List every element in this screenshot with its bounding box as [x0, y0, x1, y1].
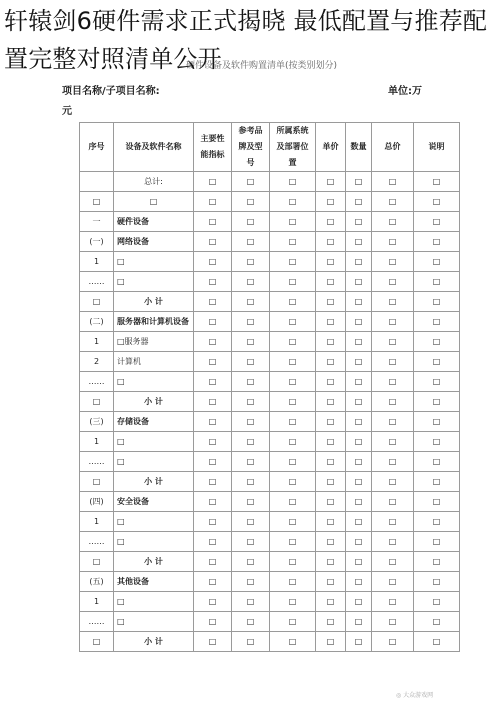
item-name: 其他设备 [114, 572, 194, 592]
empty-cell: □ [232, 592, 270, 612]
empty-cell: □ [270, 392, 316, 412]
empty-cell: □ [270, 572, 316, 592]
empty-cell: □ [372, 292, 414, 312]
empty-cell: □ [316, 532, 346, 552]
empty-cell: □ [232, 432, 270, 452]
empty-cell: □ [194, 532, 232, 552]
empty-cell: □ [372, 212, 414, 232]
empty-cell: □ [346, 452, 372, 472]
empty-cell: □ [194, 332, 232, 352]
empty-cell: □ [270, 212, 316, 232]
empty-cell: □ [372, 332, 414, 352]
empty-cell: □ [372, 392, 414, 412]
empty-cell: □ [346, 372, 372, 392]
empty-cell: □ [270, 512, 316, 532]
empty-cell: □ [414, 272, 460, 292]
empty-cell: □ [414, 252, 460, 272]
row-number: □ [80, 192, 114, 212]
row-number: 一 [80, 212, 114, 232]
empty-cell: □ [232, 372, 270, 392]
table-row [80, 532, 460, 552]
item-name: □ [114, 452, 194, 472]
empty-cell: □ [270, 472, 316, 492]
empty-cell: □ [316, 292, 346, 312]
table-row [80, 552, 460, 572]
header-cell: 数量 [346, 123, 372, 172]
empty-cell: □ [194, 572, 232, 592]
empty-cell: □ [194, 432, 232, 452]
empty-cell: □ [232, 332, 270, 352]
table-row [80, 452, 460, 472]
table-row [80, 352, 460, 372]
project-name-label: 项目名称/子项目名称: [62, 86, 160, 97]
item-name: 存储设备 [114, 412, 194, 432]
header-cell: 主要性能指标 [194, 123, 232, 172]
empty-cell: □ [316, 332, 346, 352]
item-name: □ [114, 592, 194, 612]
empty-cell: □ [346, 192, 372, 212]
empty-cell: □ [414, 352, 460, 372]
header-cell: 设备及软件名称 [114, 123, 194, 172]
item-name: □服务器 [114, 332, 194, 352]
row-number: …… [80, 532, 114, 552]
empty-cell: □ [194, 172, 232, 192]
table-row [80, 612, 460, 632]
empty-cell: □ [316, 592, 346, 612]
empty-cell: □ [316, 352, 346, 372]
row-number: 1 [80, 252, 114, 272]
empty-cell: □ [346, 332, 372, 352]
header-cell: 所属系统及部署位置 [270, 123, 316, 172]
table-row [80, 192, 460, 212]
empty-cell: □ [346, 512, 372, 532]
empty-cell: □ [194, 352, 232, 372]
row-number: 1 [80, 512, 114, 532]
purchase-list-table [79, 122, 460, 652]
empty-cell: □ [414, 512, 460, 532]
empty-cell: □ [270, 592, 316, 612]
empty-cell: □ [316, 392, 346, 412]
empty-cell: □ [270, 192, 316, 212]
empty-cell: □ [270, 452, 316, 472]
empty-cell: □ [194, 292, 232, 312]
empty-cell: □ [232, 412, 270, 432]
empty-cell: □ [232, 272, 270, 292]
empty-cell: □ [270, 292, 316, 312]
empty-cell: □ [270, 272, 316, 292]
empty-cell: □ [316, 472, 346, 492]
empty-cell: □ [232, 212, 270, 232]
empty-cell: □ [232, 252, 270, 272]
table-body [80, 172, 460, 652]
empty-cell: □ [232, 572, 270, 592]
empty-cell: □ [194, 392, 232, 412]
empty-cell: □ [316, 172, 346, 192]
empty-cell: □ [346, 312, 372, 332]
empty-cell: □ [372, 492, 414, 512]
empty-cell: □ [372, 252, 414, 272]
empty-cell: □ [232, 492, 270, 512]
row-number: 1 [80, 432, 114, 452]
table-row [80, 472, 460, 492]
empty-cell: □ [316, 232, 346, 252]
empty-cell: □ [232, 232, 270, 252]
empty-cell: □ [232, 292, 270, 312]
empty-cell: □ [194, 412, 232, 432]
item-name: □ [114, 512, 194, 532]
empty-cell: □ [194, 252, 232, 272]
empty-cell: □ [414, 612, 460, 632]
empty-cell: □ [346, 632, 372, 652]
empty-cell: □ [232, 452, 270, 472]
empty-cell: □ [270, 492, 316, 512]
empty-cell: □ [414, 592, 460, 612]
document-subtitle: 硬件设备及软件购置清单(按类别划分) [186, 61, 338, 71]
empty-cell: □ [372, 172, 414, 192]
table-row [80, 572, 460, 592]
empty-cell: □ [316, 272, 346, 292]
row-number: □ [80, 552, 114, 572]
item-name: □ [114, 272, 194, 292]
header-cell: 参考品牌及型号 [232, 123, 270, 172]
table-row [80, 492, 460, 512]
empty-cell: □ [316, 552, 346, 572]
item-name: 硬件设备 [114, 212, 194, 232]
empty-cell: □ [372, 512, 414, 532]
empty-cell: □ [316, 412, 346, 432]
empty-cell: □ [414, 312, 460, 332]
empty-cell: □ [316, 452, 346, 472]
empty-cell: □ [346, 352, 372, 372]
row-number: □ [80, 292, 114, 312]
empty-cell: □ [270, 612, 316, 632]
empty-cell: □ [372, 432, 414, 452]
empty-cell: □ [346, 232, 372, 252]
item-name: 安全设备 [114, 492, 194, 512]
empty-cell: □ [372, 632, 414, 652]
header-cell: 总价 [372, 123, 414, 172]
item-name: □ [114, 192, 194, 212]
row-number: (二) [80, 312, 114, 332]
row-number: …… [80, 612, 114, 632]
empty-cell: □ [372, 612, 414, 632]
empty-cell: □ [414, 492, 460, 512]
item-name: 小 计 [114, 392, 194, 412]
empty-cell: □ [194, 512, 232, 532]
table-row [80, 292, 460, 312]
empty-cell: □ [346, 172, 372, 192]
empty-cell: □ [270, 632, 316, 652]
row-number: (一) [80, 232, 114, 252]
empty-cell: □ [372, 272, 414, 292]
empty-cell: □ [346, 212, 372, 232]
empty-cell: □ [346, 492, 372, 512]
empty-cell: □ [232, 552, 270, 572]
item-name: 小 计 [114, 472, 194, 492]
empty-cell: □ [270, 332, 316, 352]
empty-cell: □ [372, 452, 414, 472]
empty-cell: □ [316, 312, 346, 332]
table-row [80, 412, 460, 432]
row-number: □ [80, 392, 114, 412]
item-name: □ [114, 372, 194, 392]
empty-cell: □ [194, 232, 232, 252]
empty-cell: □ [316, 192, 346, 212]
empty-cell: □ [372, 412, 414, 432]
empty-cell: □ [346, 572, 372, 592]
header-cell: 说明 [414, 123, 460, 172]
empty-cell: □ [194, 212, 232, 232]
empty-cell: □ [414, 452, 460, 472]
table-row [80, 512, 460, 532]
item-name: 小 计 [114, 292, 194, 312]
empty-cell: □ [194, 312, 232, 332]
row-number: (四) [80, 492, 114, 512]
empty-cell: □ [194, 592, 232, 612]
row-number: 1 [80, 592, 114, 612]
empty-cell: □ [316, 572, 346, 592]
empty-cell: □ [372, 312, 414, 332]
empty-cell: □ [232, 392, 270, 412]
empty-cell: □ [194, 632, 232, 652]
empty-cell: □ [316, 432, 346, 452]
empty-cell: □ [346, 292, 372, 312]
item-name: 网络设备 [114, 232, 194, 252]
empty-cell: □ [194, 372, 232, 392]
empty-cell: □ [372, 372, 414, 392]
empty-cell: □ [316, 372, 346, 392]
empty-cell: □ [346, 412, 372, 432]
item-name: □ [114, 532, 194, 552]
item-name: 小 计 [114, 632, 194, 652]
row-number: (五) [80, 572, 114, 592]
empty-cell: □ [270, 232, 316, 252]
empty-cell: □ [414, 552, 460, 572]
empty-cell: □ [346, 272, 372, 292]
empty-cell: □ [414, 392, 460, 412]
article-headline: 轩辕剑6硬件需求正式揭晓 最低配置与推荐配置完整对照清单公开 [4, 7, 488, 73]
item-name: □ [114, 432, 194, 452]
table-row [80, 372, 460, 392]
empty-cell: □ [346, 252, 372, 272]
empty-cell: □ [232, 532, 270, 552]
empty-cell: □ [372, 552, 414, 572]
row-number [80, 172, 114, 192]
empty-cell: □ [316, 632, 346, 652]
table-row [80, 392, 460, 412]
empty-cell: □ [194, 552, 232, 572]
empty-cell: □ [270, 352, 316, 372]
empty-cell: □ [232, 512, 270, 532]
empty-cell: □ [194, 452, 232, 472]
row-number: 1 [80, 332, 114, 352]
empty-cell: □ [316, 512, 346, 532]
row-number: …… [80, 372, 114, 392]
empty-cell: □ [372, 592, 414, 612]
empty-cell: □ [414, 432, 460, 452]
empty-cell: □ [414, 172, 460, 192]
empty-cell: □ [270, 412, 316, 432]
empty-cell: □ [414, 192, 460, 212]
unit-label-wrap: 元 [62, 106, 72, 117]
empty-cell: □ [270, 532, 316, 552]
table-row [80, 232, 460, 252]
empty-cell: □ [346, 432, 372, 452]
table-row [80, 272, 460, 292]
empty-cell: □ [194, 612, 232, 632]
empty-cell: □ [414, 632, 460, 652]
row-number: □ [80, 632, 114, 652]
table-row [80, 332, 460, 352]
empty-cell: □ [270, 432, 316, 452]
empty-cell: □ [194, 272, 232, 292]
header-cell: 单价 [316, 123, 346, 172]
empty-cell: □ [346, 592, 372, 612]
item-name: 总计: [114, 172, 194, 192]
unit-label: 单位:万 [388, 86, 422, 97]
table-row [80, 632, 460, 652]
empty-cell: □ [316, 612, 346, 632]
empty-cell: □ [414, 232, 460, 252]
empty-cell: □ [316, 252, 346, 272]
empty-cell: □ [372, 352, 414, 372]
item-name: 服务器和计算机设备 [114, 312, 194, 332]
item-name: 小 计 [114, 552, 194, 572]
empty-cell: □ [270, 372, 316, 392]
empty-cell: □ [414, 372, 460, 392]
empty-cell: □ [270, 312, 316, 332]
table-row [80, 172, 460, 192]
empty-cell: □ [414, 572, 460, 592]
empty-cell: □ [316, 212, 346, 232]
table-row [80, 592, 460, 612]
empty-cell: □ [372, 232, 414, 252]
table-header-row [80, 123, 460, 172]
row-number: □ [80, 472, 114, 492]
empty-cell: □ [346, 532, 372, 552]
empty-cell: □ [232, 612, 270, 632]
empty-cell: □ [232, 632, 270, 652]
table-row [80, 432, 460, 452]
empty-cell: □ [414, 412, 460, 432]
table-row [80, 312, 460, 332]
empty-cell: □ [372, 572, 414, 592]
empty-cell: □ [346, 472, 372, 492]
row-number: …… [80, 452, 114, 472]
header-cell: 序号 [80, 123, 114, 172]
empty-cell: □ [194, 492, 232, 512]
empty-cell: □ [232, 172, 270, 192]
empty-cell: □ [414, 472, 460, 492]
empty-cell: □ [194, 192, 232, 212]
empty-cell: □ [232, 192, 270, 212]
item-name: □ [114, 252, 194, 272]
empty-cell: □ [270, 552, 316, 572]
row-number: (三) [80, 412, 114, 432]
empty-cell: □ [270, 252, 316, 272]
row-number: 2 [80, 352, 114, 372]
empty-cell: □ [232, 312, 270, 332]
item-name: □ [114, 612, 194, 632]
empty-cell: □ [346, 612, 372, 632]
watermark: ◎ 大众游戏网 [396, 692, 434, 699]
empty-cell: □ [270, 172, 316, 192]
table-row [80, 252, 460, 272]
item-name: 计算机 [114, 352, 194, 372]
row-number: …… [80, 272, 114, 292]
empty-cell: □ [372, 192, 414, 212]
table-row [80, 212, 460, 232]
empty-cell: □ [414, 332, 460, 352]
empty-cell: □ [346, 552, 372, 572]
empty-cell: □ [372, 532, 414, 552]
empty-cell: □ [372, 472, 414, 492]
empty-cell: □ [232, 472, 270, 492]
empty-cell: □ [414, 292, 460, 312]
empty-cell: □ [232, 352, 270, 372]
empty-cell: □ [414, 212, 460, 232]
empty-cell: □ [316, 492, 346, 512]
empty-cell: □ [346, 392, 372, 412]
empty-cell: □ [414, 532, 460, 552]
empty-cell: □ [194, 472, 232, 492]
